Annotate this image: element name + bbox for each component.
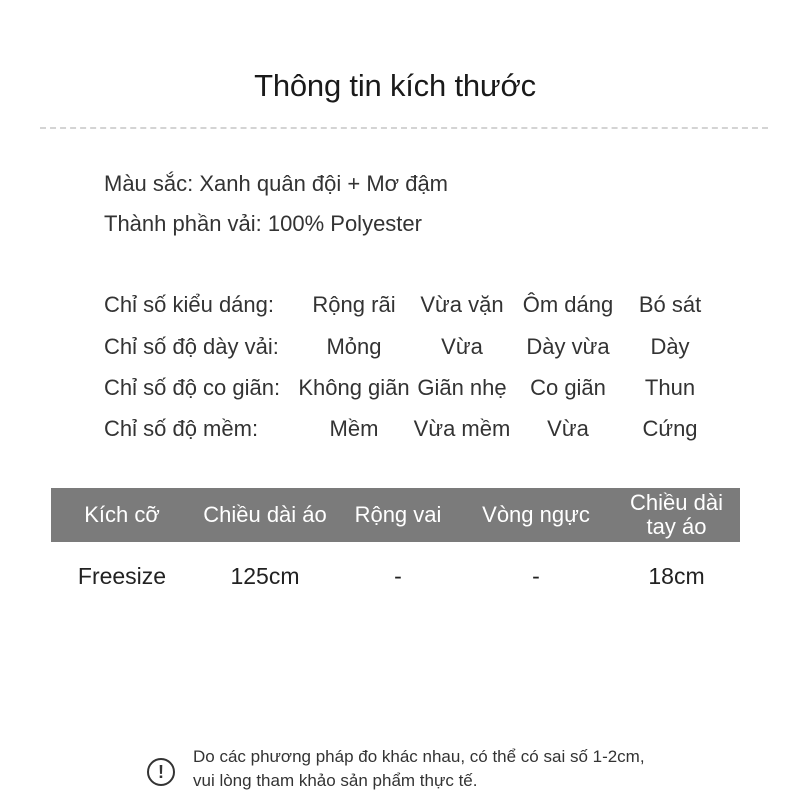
table-header-cell: Chiều dài áo <box>203 502 327 527</box>
index-option: Ôm dáng <box>522 292 614 317</box>
index-option: Mỏng <box>326 334 382 359</box>
table-cell: Freesize <box>77 562 167 589</box>
index-label: Chỉ số độ mềm: <box>104 416 259 441</box>
index-option: Rộng rãi <box>312 292 396 317</box>
table-cell: - <box>532 562 540 589</box>
index-option: Vừa <box>547 416 589 441</box>
dashed-divider <box>40 127 768 129</box>
index-label: Chỉ số độ dày vải: <box>104 334 279 359</box>
index-option: Cứng <box>642 416 698 441</box>
index-option: Dày vừa <box>526 334 610 359</box>
note-line-1: Do các phương pháp đo khác nhau, có thể có sai số 1-2cm, <box>193 747 645 766</box>
table-row <box>51 556 740 596</box>
index-label: Chỉ số kiểu dáng: <box>104 292 274 317</box>
table-header-cell: Vòng ngực <box>482 502 590 527</box>
measurement-note <box>193 745 645 793</box>
table-cell: 18cm <box>648 562 705 589</box>
index-option: Vừa vặn <box>420 292 504 317</box>
index-option: Giãn nhẹ <box>417 375 507 400</box>
note-line-2: vui lòng tham khảo sản phẩm thực tế. <box>193 771 478 790</box>
index-option: Bó sát <box>638 292 702 317</box>
table-cell: - <box>394 562 402 589</box>
page-title: Thông tin kích thước <box>254 68 536 103</box>
index-option: Không giãn <box>298 375 410 400</box>
index-label: Chỉ số độ co giãn: <box>104 375 281 400</box>
index-option: Thun <box>644 375 696 400</box>
index-option: Dày <box>650 334 690 359</box>
index-option: Mềm <box>329 416 379 441</box>
table-header-cell: Chiều dài tay áo <box>630 490 723 539</box>
index-option: Vừa mềm <box>413 416 511 441</box>
exclamation-circle-icon: ! <box>147 758 175 786</box>
table-header-cell: Kích cỡ <box>84 502 160 527</box>
table-header-cell: Rộng vai <box>354 502 442 527</box>
size-table-header <box>51 488 740 542</box>
index-option: Vừa <box>441 334 483 359</box>
table-cell: 125cm <box>230 562 300 589</box>
index-option: Co giãn <box>530 375 606 400</box>
color-info: Màu sắc: Xanh quân đội + Mơ đậm <box>104 171 449 196</box>
fabric-info: Thành phần vải: 100% Polyester <box>104 211 422 236</box>
